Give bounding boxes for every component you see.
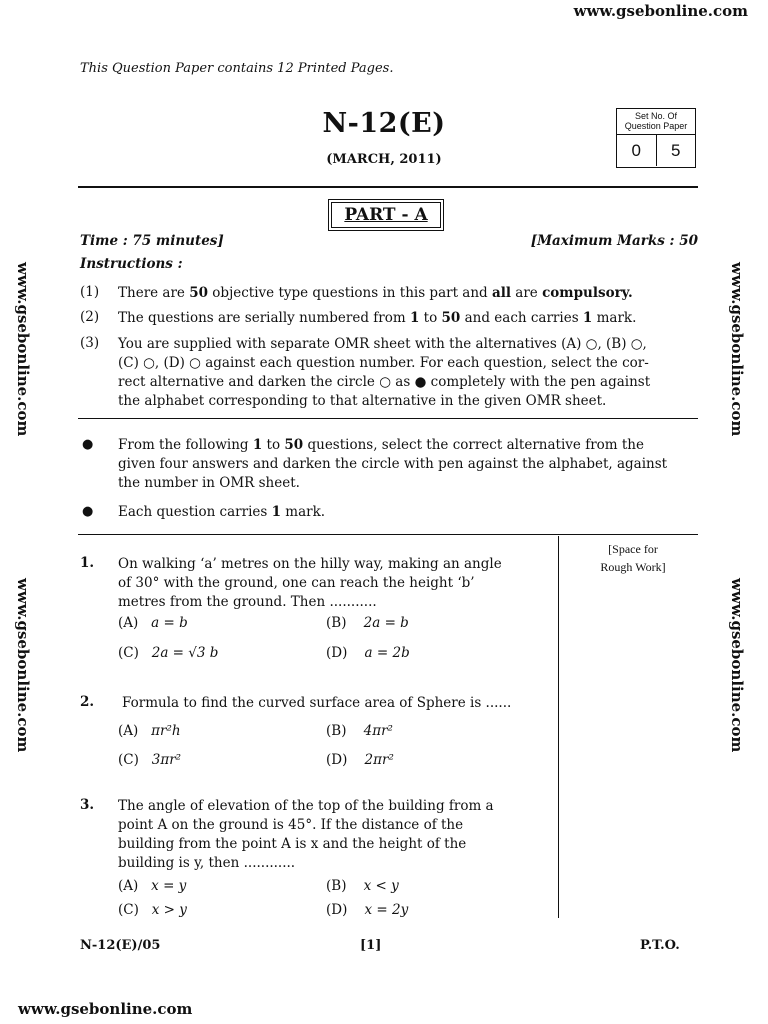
part-title: PART - A	[331, 202, 441, 228]
footer-page-number: [1]	[360, 938, 382, 953]
rough-work-divider	[558, 536, 559, 918]
bullet-1-line-1: From the following 1 to 50 questions, select the correct alternative from the	[118, 437, 644, 453]
question-3-option-d: (D) x = 2y	[326, 902, 409, 918]
site-watermark-right-upper: www.gsebonline.com	[728, 262, 746, 437]
instructions-heading: Instructions :	[80, 256, 183, 272]
question-3-line-1: The angle of elevation of the top of the building from a	[118, 798, 494, 814]
question-3-option-c: (C) x > y	[118, 902, 187, 918]
bullet-icon: ●	[82, 437, 94, 452]
instruction-1-number: (1)	[80, 284, 100, 300]
question-2-option-d: (D) 2πr²	[326, 752, 394, 768]
set-digit-1: 0	[631, 140, 641, 160]
instruction-2-number: (2)	[80, 309, 100, 325]
question-1-line-2: of 30° with the ground, one can reach the height ‘b’	[118, 575, 475, 591]
rough-work-line-2: Rough Work]	[600, 560, 666, 574]
question-1-option-a: (A) a = b	[118, 615, 188, 631]
bullet-2-text: Each question carries 1 mark.	[118, 504, 326, 520]
footer-pto: P.T.O.	[640, 938, 680, 953]
instruction-2-text: The questions are serially numbered from 1 to 50 and each carries 1 mark.	[118, 310, 637, 326]
set-digits	[617, 135, 695, 166]
filled-circle-icon: ●	[414, 374, 427, 390]
paper-code: N-12(E)	[322, 108, 446, 139]
question-3-line-2: point A on the ground is 45°. If the distance of the	[118, 817, 464, 833]
set-label-line-1: Set No. Of	[634, 111, 678, 121]
bullet-1-line-2: given four answers and darken the circle with pen against the alphabet, against	[118, 456, 668, 472]
header-divider	[78, 186, 698, 188]
set-label-line-2: Question Paper	[624, 121, 688, 131]
site-watermark-bottom: www.gsebonline.com	[18, 1000, 193, 1018]
question-3-line-3: building from the point A is x and the height of the	[118, 836, 467, 852]
question-1-option-d: (D) a = 2b	[326, 645, 410, 661]
question-1-option-b: (B) 2a = b	[326, 615, 409, 631]
instruction-3-line-3: rect alternative and darken the circle ○ as ● completely with the pen against	[118, 374, 651, 390]
questions-divider	[78, 534, 698, 535]
question-2-option-b: (B) 4πr²	[326, 723, 393, 739]
question-1-line-1: On walking ‘a’ metres on the hilly way, making an angle	[118, 556, 502, 572]
maximum-marks: [Maximum Marks : 50	[530, 233, 698, 249]
instruction-3-line-2: (C) ○, (D) ○ against each question number. For each question, select the cor-	[118, 355, 649, 371]
set-number-box	[616, 108, 696, 168]
site-watermark-left-lower: www.gsebonline.com	[14, 578, 32, 753]
question-1-number: 1.	[80, 555, 95, 571]
footer-paper-code: N-12(E)/05	[80, 938, 161, 953]
question-2-number: 2.	[80, 694, 95, 710]
instruction-1-text: There are 50 objective type questions in this part and all are compulsory.	[118, 285, 633, 301]
set-digit-2: 5	[656, 135, 696, 166]
time-allowed: Time : 75 minutes]	[80, 233, 224, 249]
question-3-number: 3.	[80, 797, 95, 813]
question-2-option-c: (C) 3πr²	[118, 752, 182, 768]
instruction-3-line-1: You are supplied with separate OMR sheet with the alternatives (A) ○, (B) ○,	[118, 336, 647, 352]
question-1-line-3: metres from the ground. Then ...........	[118, 594, 377, 610]
site-watermark-right-lower: www.gsebonline.com	[728, 578, 746, 753]
bullet-icon: ●	[82, 504, 94, 519]
question-2-option-a: (A) πr²h	[118, 723, 181, 739]
question-1-option-c: (C) 2a = √3 b	[118, 645, 219, 661]
rough-work-label	[568, 540, 698, 576]
instruction-3-line-4: the alphabet corresponding to that alternative in the given OMR sheet.	[118, 393, 607, 409]
site-watermark-left-upper: www.gsebonline.com	[14, 262, 32, 437]
question-2-line-1: Formula to find the curved surface area of Sphere is ......	[122, 695, 512, 711]
part-title-box	[328, 199, 444, 231]
bullet-1-line-3: the number in OMR sheet.	[118, 475, 300, 491]
instructions-divider	[78, 418, 698, 419]
set-number-label	[617, 109, 695, 135]
question-3-line-4: building is y, then ............	[118, 855, 296, 871]
site-watermark-top: www.gsebonline.com	[573, 2, 748, 20]
exam-date: (MARCH, 2011)	[326, 152, 442, 167]
question-3-option-b: (B) x < y	[326, 878, 399, 894]
instruction-3-number: (3)	[80, 335, 100, 351]
question-3-option-a: (A) x = y	[118, 878, 187, 894]
rough-work-line-1: [Space for	[608, 542, 658, 556]
pages-note: This Question Paper contains 12 Printed Pages.	[80, 61, 394, 76]
